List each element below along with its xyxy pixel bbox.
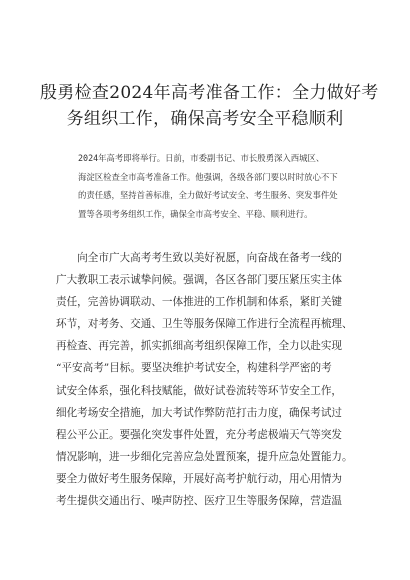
body-line: 广大教职工表示诚挚问候。强调，各区各部门要压紧压实主体 <box>56 274 343 287</box>
body-line: 再检查、再完善，抓实抓细高考组织保障工作，全力以赴实现 <box>56 340 343 353</box>
abstract-line: 置等各项考务组织工作，确保全市高考安全、平稳、顺利进行。 <box>78 208 313 219</box>
article-abstract <box>78 149 336 223</box>
article-body <box>56 247 356 512</box>
article-title <box>40 80 379 132</box>
abstract-line: 2024年高考即将举行。日前，市委副书记、市长殷勇深入西城区、 <box>78 153 325 163</box>
title-line: 殷勇检查2024年高考准备工作：全力做好考 <box>40 83 379 103</box>
body-line: 要全力做好考生服务保障，开展好高考护航行动，用心用情为 <box>56 472 343 485</box>
abstract-line: 海淀区检查全市高考准备工作。他强调，各级各部门要以时时放心不下 <box>78 171 338 182</box>
body-line: 环节，对考务、交通、卫生等服务保障工作进行全流程再梳理、 <box>56 318 353 331</box>
body-line: 试安全体系，强化科技赋能，做好试卷流转等环节安全工作， <box>56 384 343 397</box>
body-line: “平安高考”目标。要坚决维护考试安全，构建科学严密的考 <box>56 362 332 375</box>
body-line: 细化考场安全措施，加大考试作弊防范打击力度，确保考试过 <box>56 406 343 419</box>
body-line: 情况影响，进一步细化完善应急处置预案，提升应急处置能力。 <box>56 450 353 463</box>
title-line: 务组织工作，确保高考安全平稳顺利 <box>66 109 344 129</box>
body-line: 责任，完善协调联动、一体推进的工作机制和体系，紧盯关键 <box>56 296 343 309</box>
body-line: 向全市广大高考考生致以美好祝愿，向奋战在备考一线的 <box>56 252 343 264</box>
body-line: 考生提供交通出行、噪声防控、医疗卫生等服务保障，营造温 <box>56 495 343 508</box>
abstract-line: 的责任感，坚持首善标准，全力做好考试安全、考生服务、突发事件处 <box>78 190 338 200</box>
body-line: 程公平公正。要强化突发事件处置，充分考虑极端天气等突发 <box>56 428 343 441</box>
